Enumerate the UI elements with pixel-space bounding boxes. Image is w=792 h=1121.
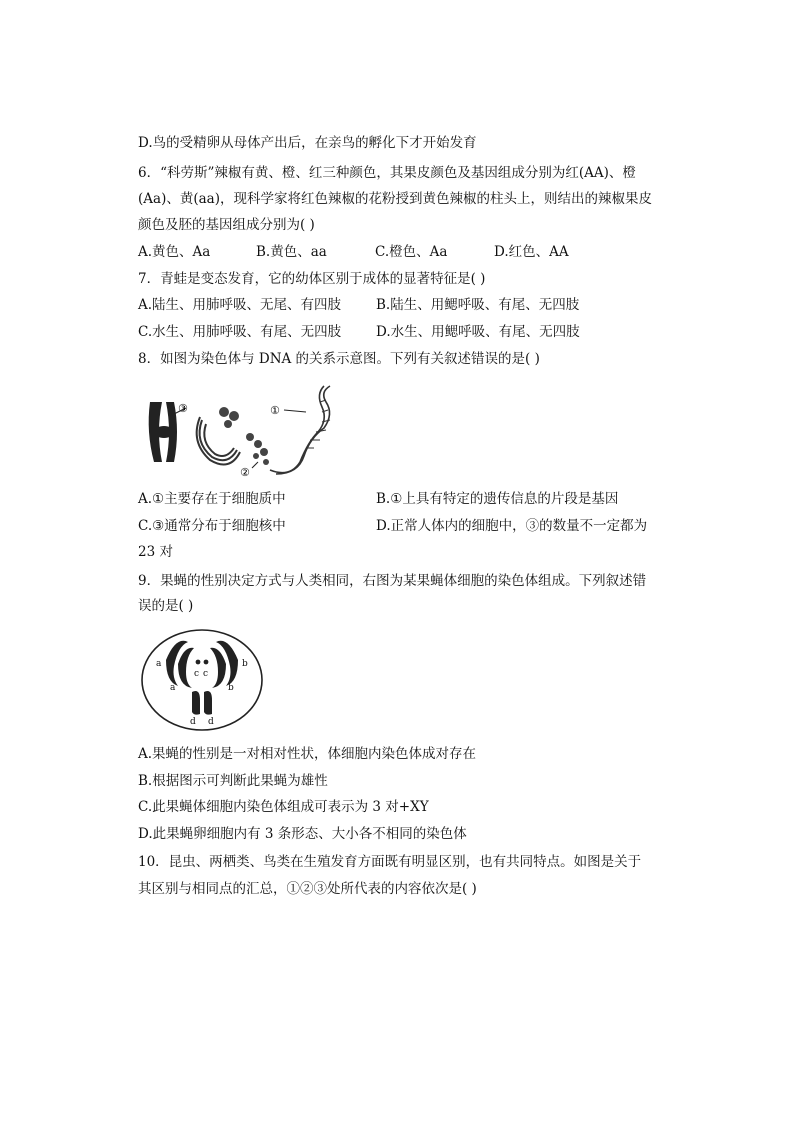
chromosome-label-d-2: d [208, 717, 214, 727]
question-9-option-b: B.根据图示可判断此果蝇为雄性 [138, 773, 328, 789]
question-9-option-c: C.此果蝇体细胞内染色体组成可表示为 3 对+XY [138, 799, 429, 815]
question-7-stem: 7．青蛙是变态发育，它的幼体区别于成体的显著特征是( ) [138, 271, 486, 287]
question-7-option-d: D.水生、用鳃呼吸、有尾、无四肢 [376, 324, 580, 340]
question-9-stem-line-2: 误的是( ) [138, 598, 194, 614]
chromosome-label-b-2: b [228, 683, 234, 693]
question-9-stem-line-1: 9．果蝇的性别决定方式与人类相同，右图为某果蝇体细胞的染色体组成。下列叙述错 [138, 573, 647, 589]
question-8-option-d-continued: 23 对 [138, 544, 173, 560]
question-7-option-a: A.陆生、用肺呼吸、无尾、有四肢 [138, 297, 342, 313]
chromosome-label-b-1: b [242, 659, 248, 669]
chromosome-label-a-2: a [170, 683, 176, 693]
question-8-option-a: A.①主要存在于细胞质中 [138, 491, 286, 507]
question-6-stem-line-1: 6．“科劳斯”辣椒有黄、橙、红三种颜色，其果皮颜色及基因组成分别为红(AA)、橙 [138, 165, 636, 181]
question-6-option-b: B.黄色、aa [256, 244, 327, 260]
question-8-option-b: B.①上具有特定的遗传信息的片段是基因 [376, 491, 619, 507]
chromosome-label-a-1: a [156, 659, 162, 669]
chromosome-label-c-2: c [203, 669, 209, 679]
question-6-option-d: D.红色、AA [494, 244, 569, 260]
question-5-option-d: D.鸟的受精卵从母体产出后，在亲鸟的孵化下才开始发育 [138, 135, 477, 151]
figure-label-2: ② [240, 466, 250, 479]
question-6-option-c: C.橙色、Aa [375, 244, 448, 260]
chromosome-label-c-1: c [194, 669, 200, 679]
question-10-stem-line-2: 其区别与相同点的汇总，①②③处所代表的内容依次是( ) [138, 881, 477, 897]
question-9-option-d: D.此果蝇卵细胞内有 3 条形态、大小各不相同的染色体 [138, 826, 467, 842]
fruit-fly-chromosome-figure [138, 626, 266, 736]
figure-label-1: ① [270, 404, 280, 417]
question-8-option-d: D.正常人体内的细胞中，③的数量不一定都为 [376, 518, 648, 534]
question-10-stem-line-1: 10．昆虫、两栖类、鸟类在生殖发育方面既有明显区别，也有共同特点。如图是关于 [138, 854, 642, 870]
figure-label-3: ③ [178, 402, 188, 415]
question-6-option-a: A.黄色、Aa [138, 244, 211, 260]
question-8-option-c: C.③通常分布于细胞核中 [138, 518, 286, 534]
question-7-option-b: B.陆生、用鳃呼吸、有尾、无四肢 [376, 297, 580, 313]
question-7-option-c: C.水生、用肺呼吸、有尾、无四肢 [138, 324, 342, 340]
question-6-stem-line-2: (Aa)、黄(aa)，现科学家将红色辣椒的花粉授到黄色辣椒的柱头上，则结出的辣椒果皮 [138, 191, 652, 207]
chromosome-label-d-1: d [190, 717, 196, 727]
question-9-option-a: A.果蝇的性别是一对相对性状，体细胞内染色体成对存在 [138, 746, 477, 762]
question-6-stem-line-3: 颜色及胚的基因组成分别为( ) [138, 217, 315, 233]
chromosome-dna-figure [140, 382, 340, 482]
question-8-stem: 8．如图为染色体与 DNA 的关系示意图。下列有关叙述错误的是( ) [138, 351, 540, 367]
